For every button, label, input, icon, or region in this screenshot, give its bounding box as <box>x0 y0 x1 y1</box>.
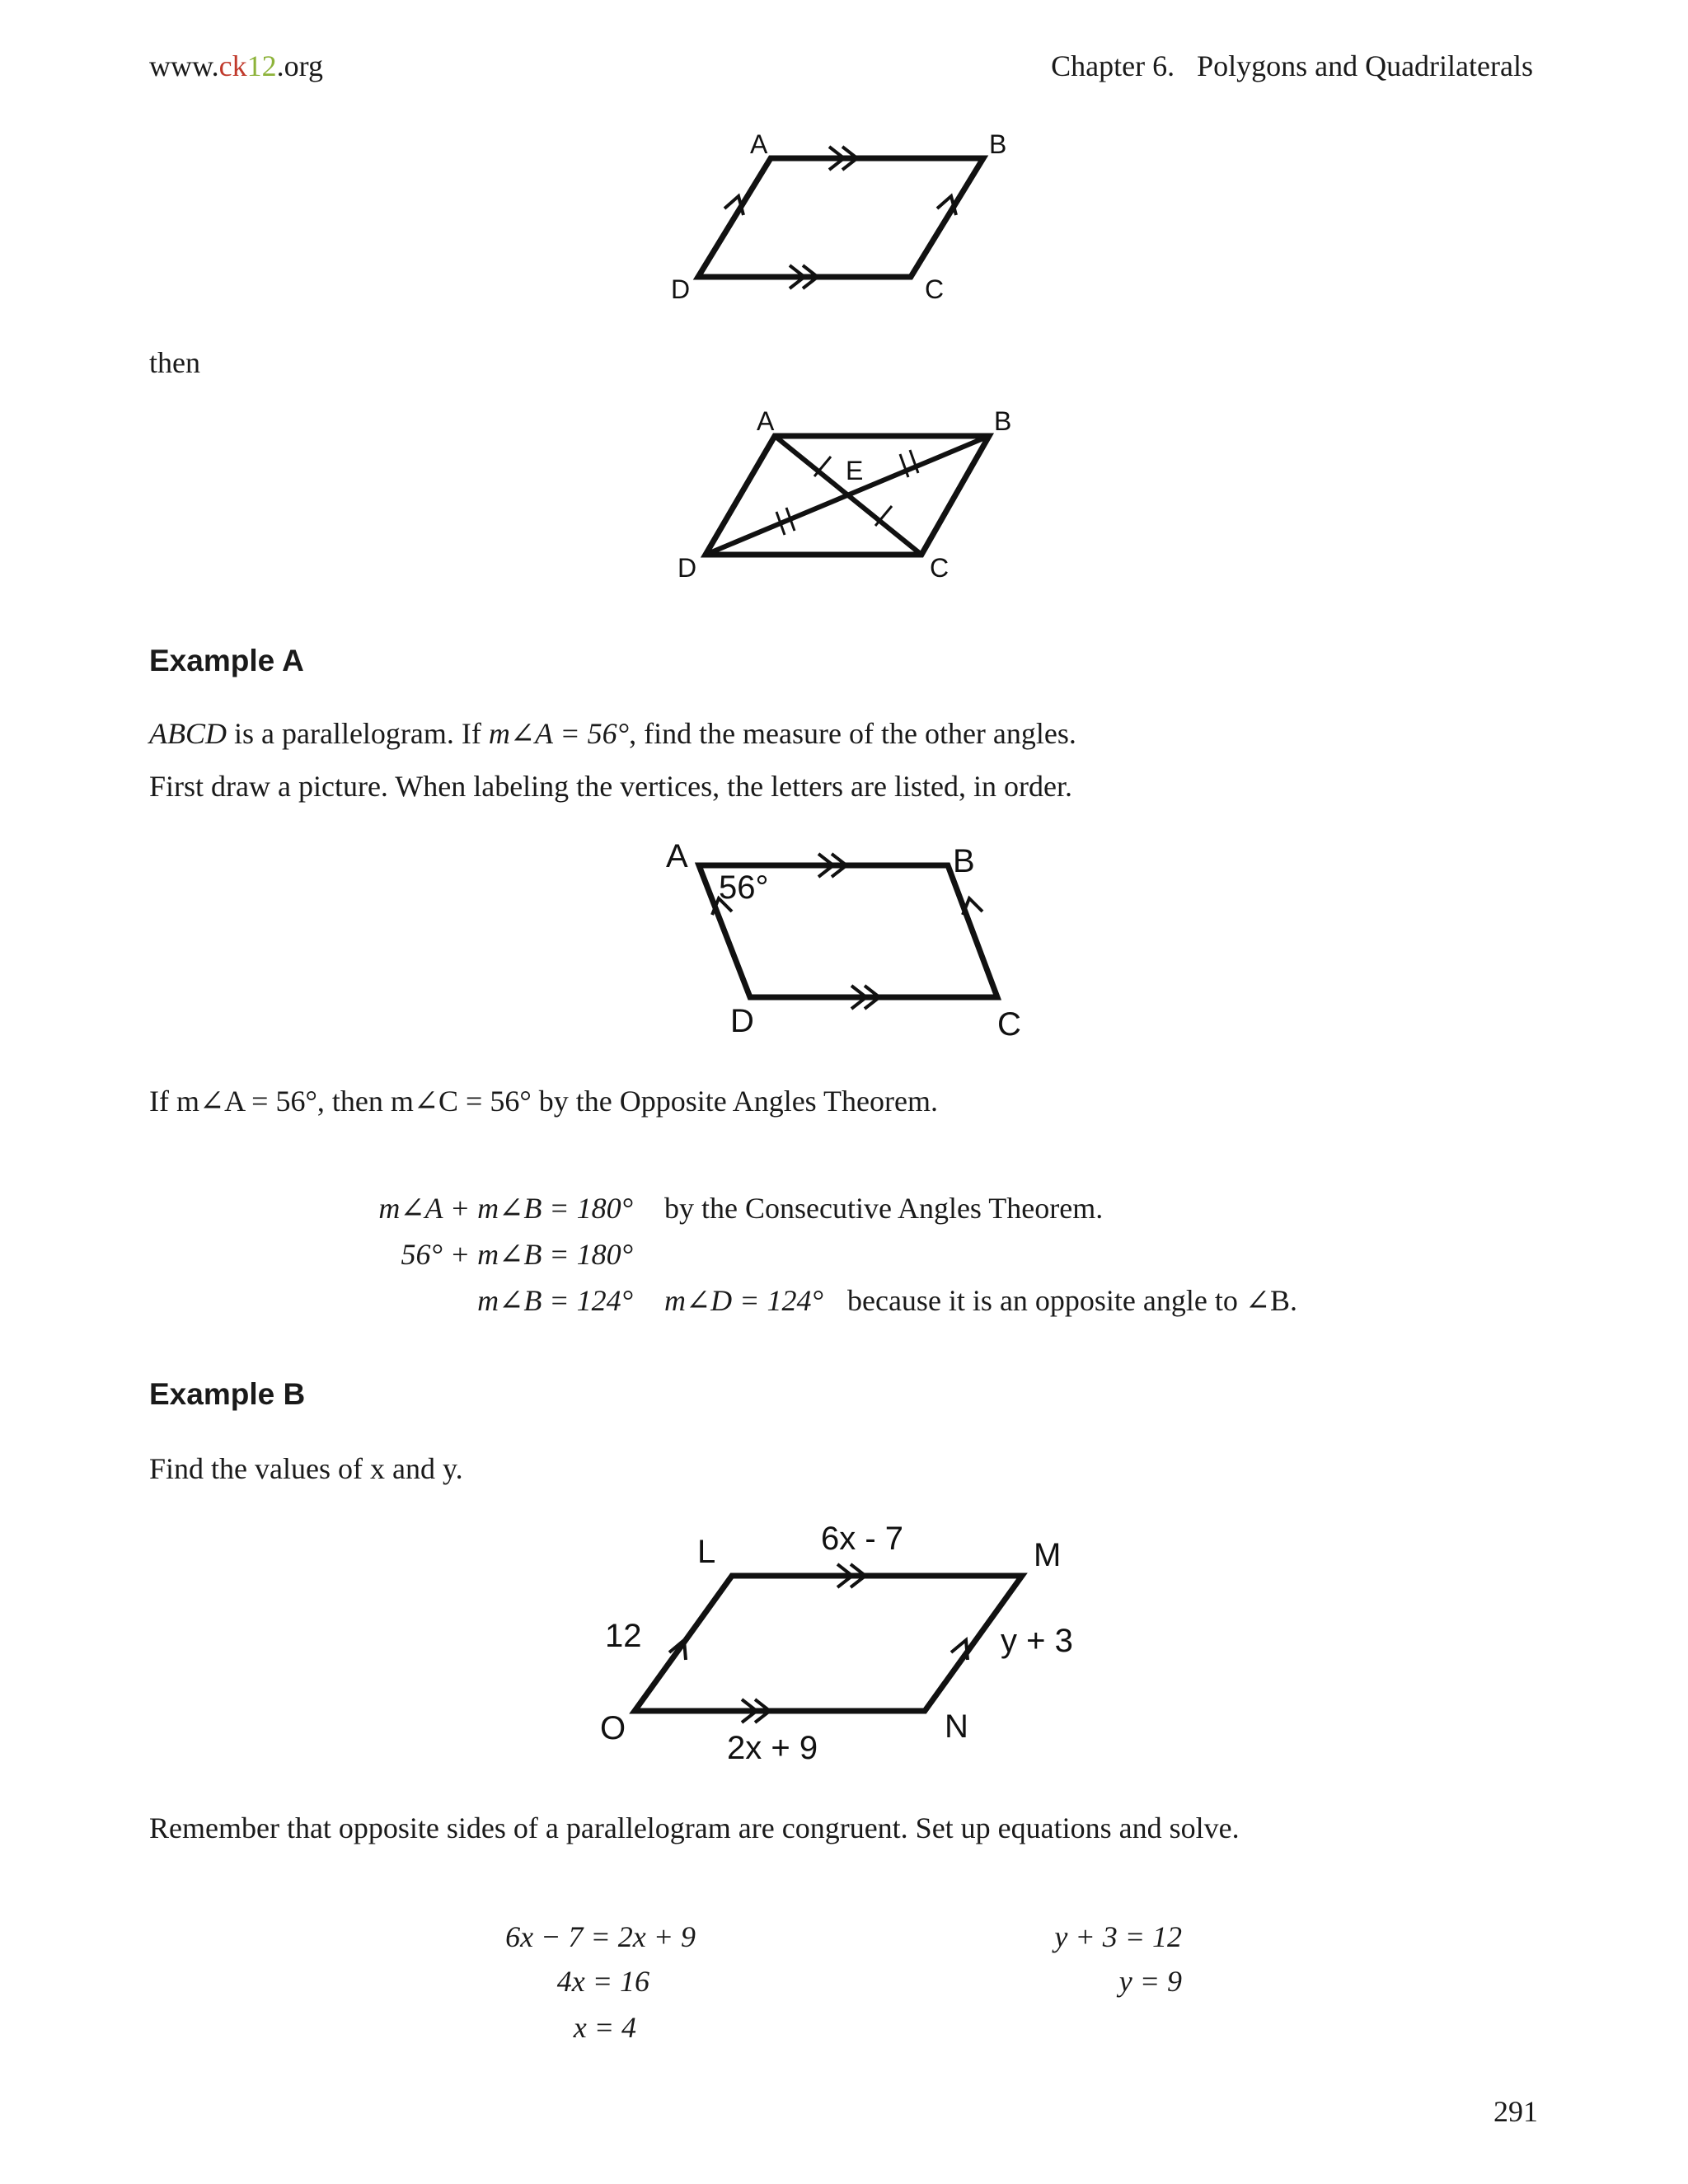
text-then: then <box>149 346 200 379</box>
vertex-label-m: M <box>1034 1537 1062 1573</box>
diagonal-bd <box>706 436 989 555</box>
example-a-problem <box>149 714 1076 753</box>
site-suffix: .org <box>276 49 323 82</box>
vertex-label-b: B <box>994 406 1012 436</box>
vertex-label-a: A <box>666 838 688 874</box>
site-brand-ck: ck <box>218 49 247 82</box>
angle-label-56: 56° <box>719 869 769 906</box>
problem-text-suffix: , find the measure of the other angles. <box>629 717 1076 750</box>
figure-parallelogram-diagonals <box>659 401 1039 590</box>
equation-line-2: 56° + m∠B = 180° <box>401 1238 633 1271</box>
side-label-right: y + 3 <box>1001 1623 1073 1659</box>
figure-parallelogram-abcd <box>643 124 1039 313</box>
problem-text-mid: is a parallelogram. If <box>227 717 489 750</box>
equation-line-1: m∠A + m∠B = 180° <box>378 1192 633 1225</box>
solve-x-line-2: 4x = 16 <box>556 1965 649 1998</box>
parallelogram-shape <box>698 158 983 277</box>
vertex-label-n: N <box>945 1708 968 1745</box>
solve-y-line-1: y + 3 = 12 <box>1054 1920 1182 1953</box>
equation-note-3b: because it is an opposite angle to ∠B. <box>847 1284 1298 1317</box>
example-a-instruction: First draw a picture. When labeling the vertices, the letters are listed, in order. <box>149 770 1072 803</box>
side-label-top: 6x - 7 <box>821 1521 904 1557</box>
equation-note-3a: m∠D = 124° <box>664 1284 823 1317</box>
vertex-label-a: A <box>750 129 768 159</box>
vertex-label-d: D <box>730 1003 754 1039</box>
solve-x-line-1: 6x − 7 = 2x + 9 <box>505 1920 696 1953</box>
site-brand-12: 12 <box>246 49 277 82</box>
problem-angle: m∠A = 56° <box>488 717 630 750</box>
equation-line-3: m∠B = 124° <box>477 1284 633 1317</box>
example-a-heading: Example A <box>149 644 304 677</box>
vertex-label-c: C <box>930 553 950 583</box>
vertex-label-c: C <box>925 274 945 304</box>
vertex-label-a: A <box>757 406 775 436</box>
vertex-label-l: L <box>697 1534 716 1570</box>
running-header-site[interactable] <box>149 46 323 86</box>
example-b-instruction: Remember that opposite sides of a parallelogram are congruent. Set up equations and solve. <box>149 1811 1240 1844</box>
side-label-left: 12 <box>605 1618 642 1654</box>
site-prefix: www. <box>149 49 219 82</box>
solve-y-line-2: y = 9 <box>1118 1965 1182 1998</box>
page-number: 291 <box>1493 2095 1538 2128</box>
vertex-label-d: D <box>678 553 697 583</box>
example-a-statement: If m∠A = 56°, then m∠C = 56° by the Opposite Angles Theorem. <box>149 1085 938 1118</box>
example-b-heading: Example B <box>149 1377 306 1411</box>
solve-x-line-3: x = 4 <box>573 2011 636 2044</box>
vertex-label-b: B <box>989 129 1007 159</box>
running-header-chapter: Chapter 6. Polygons and Quadrilaterals <box>1051 49 1533 82</box>
figure-example-b <box>593 1516 1121 1780</box>
vertex-label-d: D <box>671 274 691 304</box>
vertex-label-o: O <box>600 1710 626 1746</box>
example-b-problem: Find the values of x and y. <box>149 1452 463 1485</box>
vertex-label-c: C <box>997 1006 1021 1043</box>
figure-example-a <box>651 831 1039 1053</box>
side-label-bottom: 2x + 9 <box>727 1730 818 1766</box>
intersection-label-e: E <box>846 456 864 485</box>
vertex-label-b: B <box>953 843 975 879</box>
problem-figure-name: ABCD <box>149 717 227 750</box>
equation-note-1: by the Consecutive Angles Theorem. <box>664 1192 1104 1225</box>
